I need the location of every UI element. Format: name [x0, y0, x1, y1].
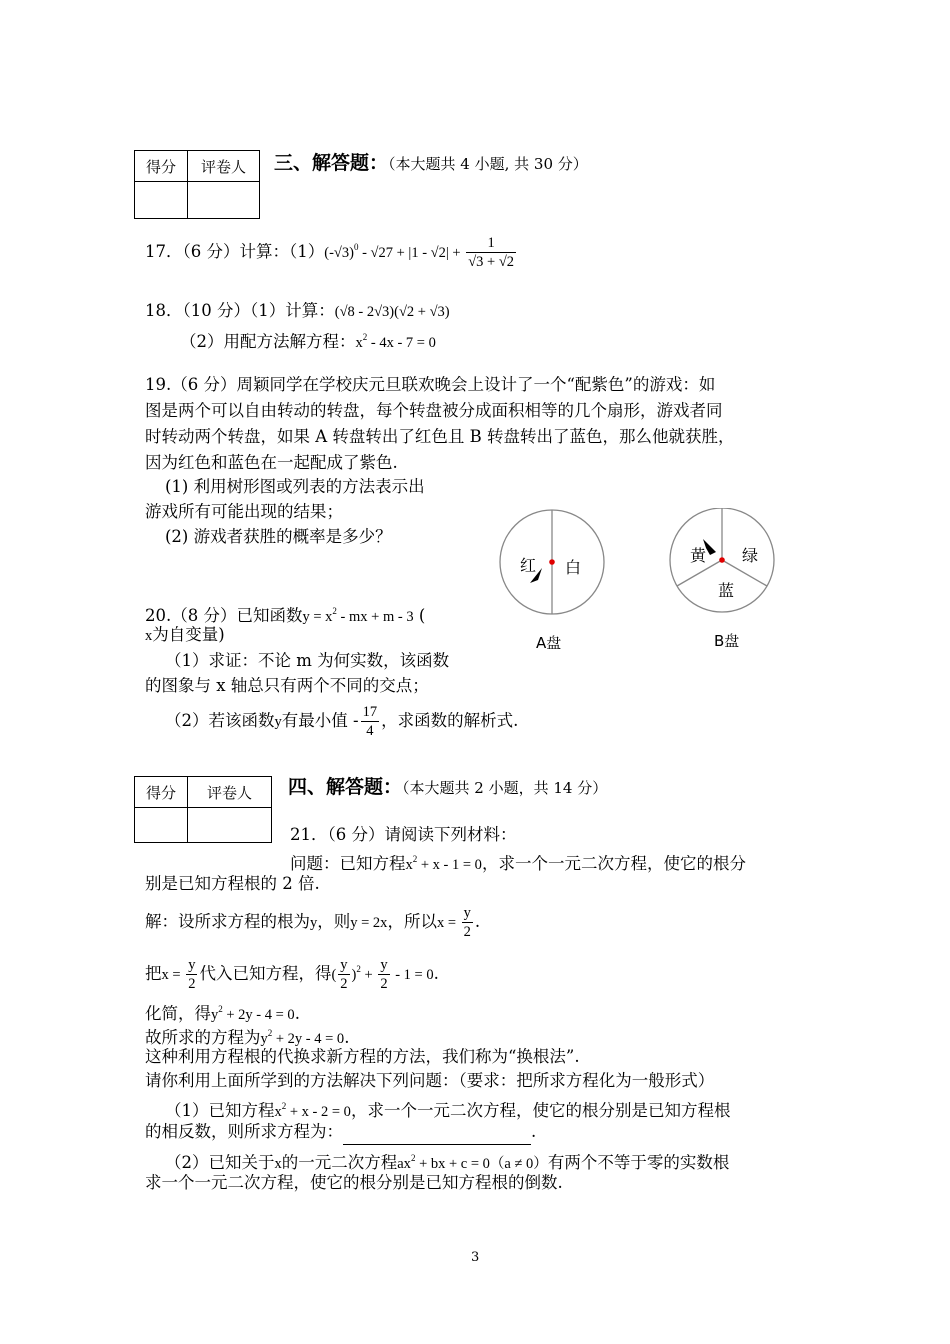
q21-ans-head: 故所求的方程为: [145, 1028, 261, 1047]
q21-substitute-line: [145, 956, 439, 993]
section4-title: 四、解答题：: [288, 776, 403, 798]
q21-p1-expr-a: x: [274, 1104, 282, 1120]
q20-sub2-tail: ，求函数的解析式.: [381, 711, 519, 730]
q21-sol-expr: y = 2x: [350, 915, 388, 931]
grader-label: 评卷人: [188, 151, 260, 182]
spinner-b-label-top-right: 绿: [742, 546, 759, 565]
q21-simp-expr-a: y: [211, 1007, 219, 1023]
q19-line4: 因为红色和蓝色在一起配成了紫色.: [145, 453, 398, 472]
score-table-section3: [134, 150, 260, 219]
q21-p1-expr-b: + x - 2 = 0: [286, 1104, 351, 1120]
q20-frac-den: 4: [366, 723, 374, 739]
q21-p2-sup: 2: [410, 1153, 416, 1163]
q21-sub-end: .: [433, 964, 439, 983]
q21-sub-tail: - 1 = 0: [391, 967, 434, 983]
q19-line3: 时转动两个转盘，如果 A 转盘转出了红色且 B 转盘转出了蓝色，那么他就获胜，: [145, 427, 735, 446]
q21-sol-fraction: [462, 904, 473, 941]
q21-sub-fraction-2: [338, 956, 349, 993]
q17-frac-num: 1: [466, 234, 516, 253]
q21-sub-head: 把: [145, 964, 162, 983]
q20-var-x: x: [145, 628, 153, 644]
q18-expr2-a: x: [355, 335, 363, 351]
q18-sub2-label: （2）用配方法解方程：: [180, 332, 356, 351]
score-cell: [135, 182, 188, 219]
q21-simp-sup: 2: [218, 1004, 223, 1014]
q21-sub-num-3: y: [380, 957, 388, 973]
spinner-a-center: [549, 559, 555, 565]
q18-label: 18．（10 分）（1）计算：: [145, 301, 335, 320]
q21-simp-end: .: [294, 1004, 300, 1023]
q17-exp: 0: [353, 242, 359, 252]
spinner-a-label-right: 白: [565, 558, 582, 577]
q21-ans-expr-a: y: [260, 1031, 268, 1047]
page-number: 3: [471, 1250, 480, 1265]
q21-problem1-line2: [145, 1119, 536, 1145]
grader-cell: [188, 808, 272, 843]
q21-line2-sup: 2: [412, 854, 418, 864]
q17-label: 17．（6 分）计算：（1）: [145, 242, 325, 261]
q21-ans-sup: 2: [267, 1028, 273, 1038]
q20-sub2-var: y: [274, 714, 282, 730]
q20-sub2-head: （2）若该函数: [165, 711, 275, 730]
spinner-b-caption: B盘: [714, 632, 740, 650]
section4-heading: [288, 772, 607, 799]
question-18-line1: [145, 298, 450, 325]
q19-line2: 图是两个可以自由转动的转盘，每个转盘被分成面积相等的几个扇形，游戏者同: [145, 401, 723, 420]
q20-frac-num: 17: [362, 704, 378, 720]
q17-frac-den: √3 + √2: [468, 254, 515, 270]
q21-ans-expr-b: + 2y - 4 = 0: [272, 1031, 345, 1047]
q21-p2-head: （2）已知关于: [165, 1153, 275, 1172]
q21-request-line: 请你利用上面所学到的方法解决下列问题：（要求：把所求方程化为一般形式）: [145, 1071, 715, 1090]
q21-sol-frac-num: y: [463, 905, 471, 921]
q21-problem2-line2: 求一个一元二次方程，使它的根分别是已知方程根的倒数.: [145, 1173, 563, 1192]
q21-sub-fraction-3: [378, 956, 389, 993]
q20-line2-tail: 为自变量): [152, 625, 225, 644]
q21-p1-head: （1）已知方程: [165, 1101, 275, 1120]
score-cell: [135, 808, 188, 843]
q21-sub-fraction-1: [186, 956, 197, 993]
grader-cell: [188, 182, 260, 219]
spinner-a-caption: A盘: [536, 634, 562, 652]
q21-sol-mid2: ，所以: [387, 912, 437, 931]
q21-sub-close: ): [351, 967, 357, 983]
q21-line1: 21．（6 分）请阅读下列材料：: [290, 825, 517, 844]
question-17: [145, 234, 518, 271]
q21-sub-den-1: 2: [188, 976, 196, 992]
answer-blank[interactable]: [343, 1126, 531, 1145]
q21-sol-mid: ，则: [317, 912, 351, 931]
q21-sol-frac-den: 2: [463, 924, 471, 940]
spinner-b-label-bottom: 蓝: [718, 581, 735, 600]
q21-sub-x: x =: [161, 967, 185, 983]
q21-simp-head: 化简，得: [145, 1004, 211, 1023]
section3-note: （本大题共 4 小题, 共 30 分）: [388, 155, 588, 173]
q17-fraction: [466, 234, 516, 271]
q21-sub-num-1: y: [188, 957, 196, 973]
q21-p1-tail: ，求一个一元二次方程，使它的根分别是已知方程根: [350, 1101, 731, 1120]
q19-sub1-a: (1) 利用树形图或列表的方法表示出: [165, 477, 425, 496]
q18-expr1: (√8 - 2√3)(√2 + √3): [334, 304, 450, 320]
q21-line2-expr-a: x: [405, 857, 413, 873]
q19-line1: 19.（6 分）周颖同学在学校庆元旦联欢晚会上设计了一个“配紫色”的游戏：如: [145, 375, 716, 394]
question-18-line2: [180, 324, 436, 356]
q17-expr-a: (-√3): [324, 245, 354, 261]
q21-p2-expr-b: + bx + c = 0: [415, 1156, 490, 1172]
score-table-section4: [134, 776, 272, 843]
q21-line2-expr-b: + x - 1 = 0: [417, 857, 482, 873]
q21-line2-tail: ，求一个一元二次方程，使它的根分: [481, 854, 746, 873]
q20-sub1-b: 的图象与 x 轴总只有两个不同的交点；: [145, 676, 429, 695]
spinner-a-label-left: 红: [520, 556, 537, 575]
q19-sub2: (2) 游戏者获胜的概率是多少？: [165, 527, 392, 546]
q21-sub-den-3: 2: [380, 976, 388, 992]
q20-expr-b: - mx + m - 3: [336, 609, 414, 625]
q18-expr2-sup: 2: [362, 332, 368, 342]
q21-ans-end: .: [344, 1028, 350, 1047]
spinner-figure: [490, 508, 790, 658]
q21-solution-line: [145, 904, 480, 941]
q21-line2-head: 问题：已知方程: [290, 854, 406, 873]
q21-line3: 别是已知方程根的 2 倍.: [145, 874, 320, 893]
q21-p2-mid: 的一元二次方程: [281, 1153, 398, 1172]
q20-label: 20.（8 分）已知函数: [145, 606, 303, 625]
q21-p2-var: x: [274, 1156, 282, 1172]
question-20-sub2: [165, 703, 518, 740]
spinner-b-center: [719, 557, 725, 563]
q21-sub-num-2: y: [340, 957, 348, 973]
q20-sub2-mid: 有最小值 -: [281, 711, 359, 730]
section3-title: 三、解答题：: [274, 152, 389, 174]
q20-sub1-a: （1）求证：不论 m 为何实数，该函数: [165, 651, 450, 670]
score-label: 得分: [135, 151, 188, 182]
section4-note: （本大题共 2 小题，共 14 分）: [402, 779, 608, 797]
q21-sub-sup: 2: [356, 964, 361, 974]
q20-tail: (: [413, 606, 426, 625]
q20-sub2-fraction: [361, 703, 380, 740]
q21-sub-plus: +: [360, 967, 377, 983]
q21-sol-y: y: [310, 915, 318, 931]
q20-expr-sup: 2: [332, 606, 337, 616]
q20-expr-a: y = x: [302, 609, 333, 625]
q21-p1-end: .: [531, 1122, 537, 1141]
grader-label: 评卷人: [188, 777, 272, 808]
q21-p2-cond: （a ≠ 0）: [489, 1156, 548, 1172]
question-20-line2: [145, 622, 225, 649]
q21-p1-sup: 2: [281, 1101, 287, 1111]
q21-simp-expr-b: + 2y - 4 = 0: [222, 1007, 295, 1023]
section3-heading: [274, 148, 588, 175]
q17-expr-b: - √27 + |1 - √2| +: [358, 245, 465, 261]
q19-sub1-b: 游戏所有可能出现的结果；: [145, 502, 343, 521]
q21-sub-open: (: [331, 967, 337, 983]
q21-p1-line2: 的相反数，则所求方程为：: [145, 1122, 343, 1141]
q21-sol-x: x =: [436, 915, 460, 931]
q18-expr2-b: - 4x - 7 = 0: [367, 335, 436, 351]
q21-sub-den-2: 2: [340, 976, 348, 992]
score-label: 得分: [135, 777, 188, 808]
q21-line2: [290, 846, 746, 878]
q21-sub-mid: 代入已知方程，得: [199, 964, 332, 983]
q21-sol-end: .: [474, 912, 481, 931]
spinner-b-label-top-left: 黄: [690, 546, 707, 565]
q21-p2-tail: 有两个不等于零的实数根: [547, 1153, 730, 1172]
q21-p2-expr-a: ax: [397, 1156, 411, 1172]
q21-sol-head: 解：设所求方程的根为: [145, 912, 310, 931]
q21-method-line: 这种利用方程根的代换求新方程的方法，我们称为“换根法”.: [145, 1047, 580, 1066]
